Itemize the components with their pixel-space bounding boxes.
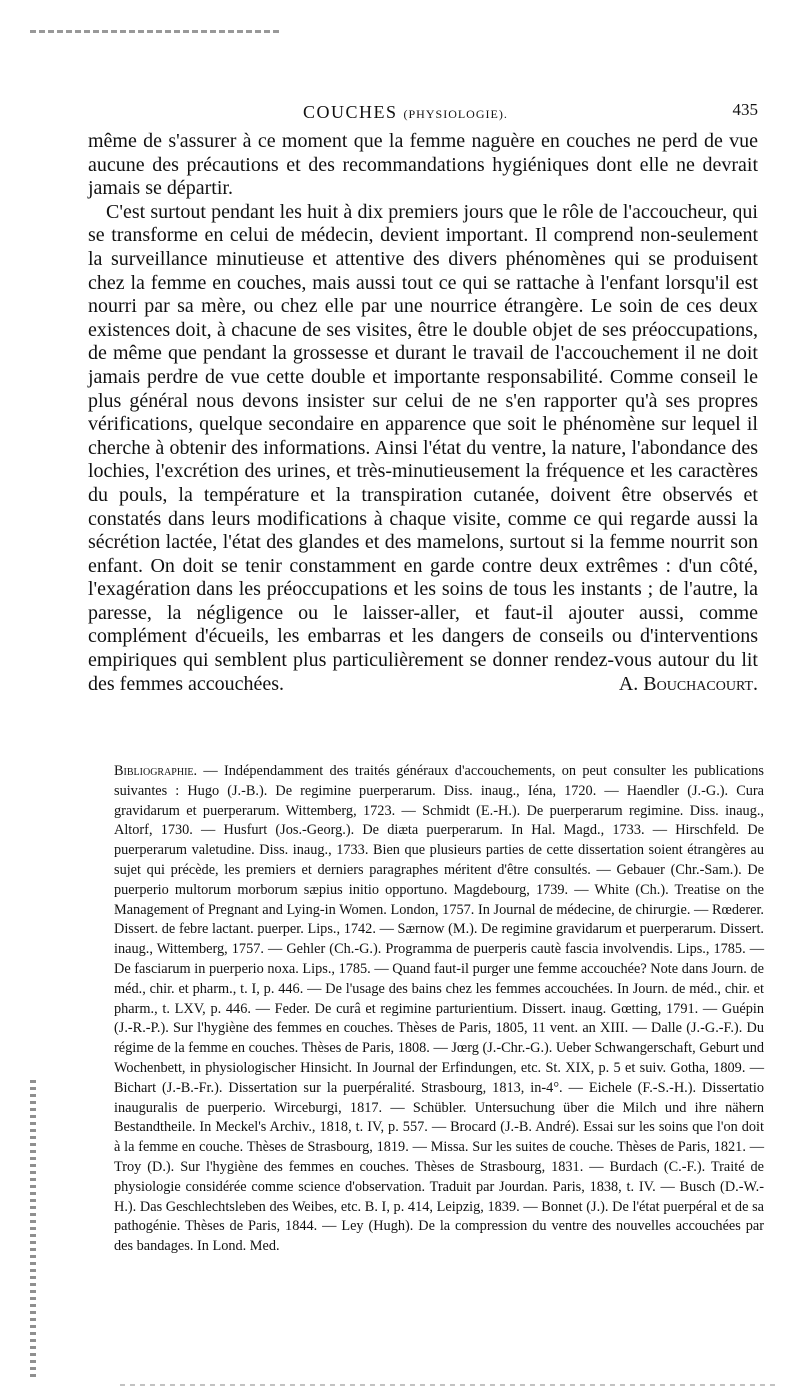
bibliography-heading: Bibliographie. xyxy=(114,763,198,779)
page-header xyxy=(88,100,758,128)
running-title-sub: (PHYSIOLOGIE). xyxy=(403,107,508,121)
running-title xyxy=(303,102,508,123)
running-title-main: COUCHES xyxy=(303,102,398,122)
main-text xyxy=(88,130,758,696)
paragraph-1: même de s'assurer à ce moment que la femme naguère en couches ne perd de vue aucune des précautions et des recommandations hygiéniques dont elle ne devrait jamais se départir. xyxy=(88,130,758,200)
scan-artifact-top xyxy=(30,30,280,33)
author-signature: A. Bouchacourt. xyxy=(618,672,758,695)
paragraph-2-text: C'est surtout pendant les huit à dix premiers jours que le rôle de l'accoucheur, qui se transforme en celui de médecin, devient important. Il comprend non-seulement la surveillance minutieuse et attentive des divers phénomènes qui se produisent chez la femme en couches, mais aussi tout ce qui se rattache à l'enfant lorsqu'il est nourri par sa mère, ou chez elle par une nourrice étrangère. Le soin de ces deux existences doit, à chacune de ses visites, être le double objet de ses préoccupations, de même que pendant la grossesse et durant le travail de l'accouchement il ne doit jamais perdre de vue cette double et importante responsabilité. Comme conseil le plus général nous devons insister sur celui de ne s'en rapporter qu'à ses propres vérifications, quelque secondaire en apparence que soit le phénomène sur lequel il cherche à obtenir des informations. Ainsi l'état du ventre, la nature, l'abondance des lochies, l'excrétion des urines, et très-minutieusement la fréquence et les caractères du pouls, la température et la transpiration cutanée, doivent être observés et constatés dans leurs modifications à chaque visite, comme ce qui regarde aussi la sécrétion lactée, l'état des glandes et des mamelons, surtout si la femme nourrit son enfant. On doit se tenir constamment en garde contre deux extrêmes : d'un côté, l'exagération dans les préoccupations et les soins de tous les instants ; de l'autre, la paresse, la négligence ou le laisser-aller, et faut-il ajouter aussi, comme complément d'écueils, les embarras et les dangers de conseils ou d'interventions empiriques qui semblent plus particulièrement se donner rendez-vous autour du lit des femmes accouchées. xyxy=(88,200,758,695)
bibliography xyxy=(114,762,764,1257)
page-number: 435 xyxy=(732,100,758,119)
bibliography-text: — Indépendamment des traités généraux d'accouchements, on peut consulter les publications suivantes : Hugo (J.-B.). De regimine puerperarum. Diss. inaug., Iéna, 1720. — Haendler (J.-G.). Cura gravidarum et puerperarum. Wittemberg, 1723. — Schmidt (E.-H.). De puerperarum regimine. Diss. inaug., Altorf, 1730. — Husfurt (Jos.-Georg.). De diæta puerperarum. In Hal. Magd., 1733. — Hirschfeld. De puerperarum valetudine. Diss. inaug., 1733. Bien que plusieurs parties de cette dissertation soient étrangères au sujet qui précède, les premiers et derniers paragraphes méritent d'être consultés. — Gebauer (Chr.-Sam.). De puerperio multorum morborum sæpius initio opportuno. Magdebourg, 1739. — White (Ch.). Treatise on the Management of Pregnant and Lying-in Women. London, 1757. In Journal de médecine, de chirurgie. — Rœderer. Dissert. de febre lactant. puerper. Lips., 1742. — Særnow (M.). De regimine gravidarum et puerperarum. Dissert. inaug., Wittemberg, 1757. — Gehler (Ch.-G.). Programma de puerperis cautè fascia involvendis. Lips., 1785. — De fasciarum in puerperio noxa. Lips., 1785. — Quand faut-il purger une femme accouchée? Note dans Journ. de méd., chir. et pharm., t. I, p. 446. — De l'usage des bains chez les femmes accouchées. In Journ. de méd., chir. et pharm., t. LXV, p. 446. — Feder. De curâ et regimine parturientium. Dissert. inaug. Gœtting, 1791. — Guépin (J.-R.-P.). Sur l'hygiène des femmes en couches. Thèses de Paris, 1805, 11 vent. an XIII. — Dalle (J.-G.-F.). Du régime de la femme en couches. Thèses de Paris, 1808. — Jœrg (J.-Chr.-G.). Ueber Schwangerschaft, Geburt und Wochenbett, in physiologischer Hinsicht. In Journal der Erfindungen, etc. St. XIX, p. 5 et suiv. Gotha, 1809. — Bichart (J.-B.-Fr.). Dissertation sur la puerpéralité. Strasbourg, 1813, in-4°. — Eichele (F.-S.-H.). Dissertatio inauguralis de puerperio. Wirceburgi, 1817. — Schübler. Untersuchung über die Milch und ihre nähern Bestandtheile. In Meckel's Archiv., 1818, t. IV, p. 557. — Brocard (J.-B. André). Essai sur les soins que l'on doit à la femme en couche. Thèses de Strasbourg, 1819. — Missa. Sur les suites de couche. Thèses de Paris, 1821. — Troy (D.). Sur l'hygiène des femmes en couches. Thèses de Strasbourg, 1831. — Burdach (C.-F.). Traité de physiologie considérée comme science d'observation. Traduit par Jourdan. Paris, 1838, t. IV. — Busch (D.-W.-H.). Das Geschlechtsleben des Weibes, etc. B. I, p. 414, Leipzig, 1839. — Bonnet (J.). De l'état puerpéral et de sa pathogénie. Thèses de Paris, 1844. — Ley (Hugh). De la compression du ventre des nouvelles accouchées par des bandages. In Lond. Med. xyxy=(114,763,764,1255)
scan-artifact-left xyxy=(30,1080,36,1380)
scan-artifact-bottom xyxy=(120,1384,780,1386)
paragraph-2 xyxy=(88,201,758,696)
